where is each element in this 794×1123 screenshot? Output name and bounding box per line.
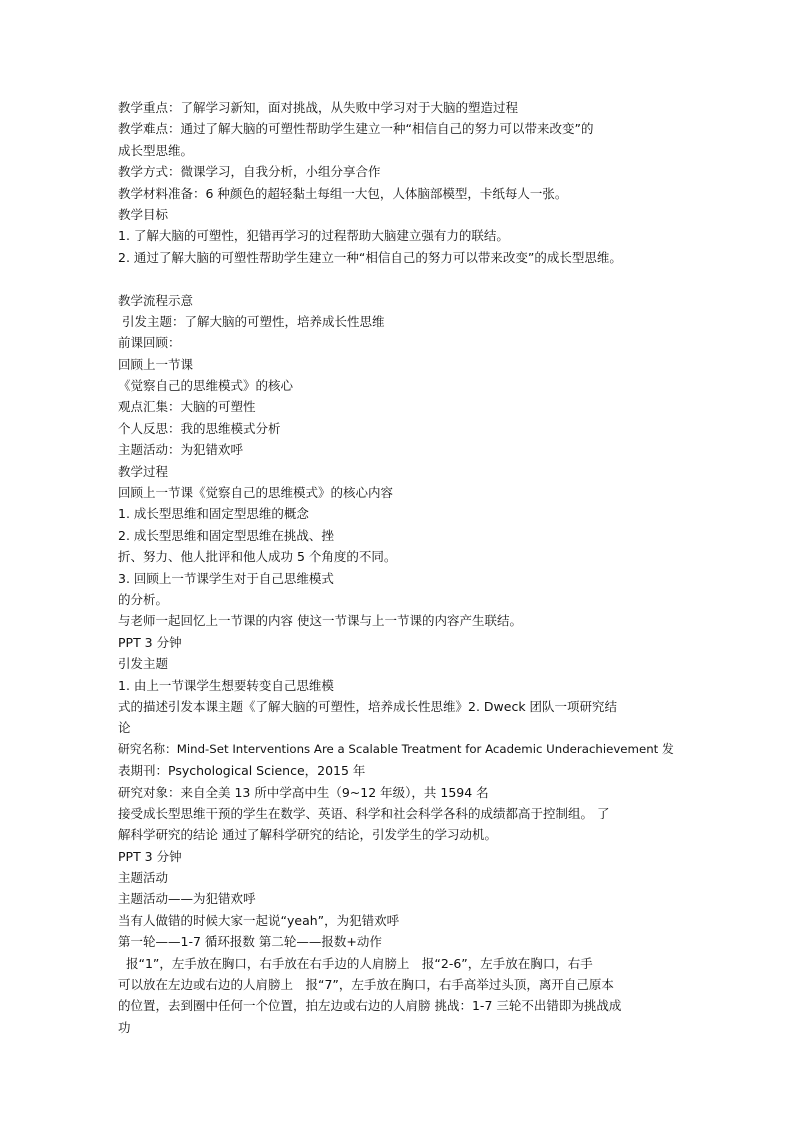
text-line: 的位置，去到圈中任何一个位置，拍左边或右边的人肩膀 挑战：1-7 三轮不出错即为挑战成 [118,998,622,1014]
text-line: 引发主题：了解大脑的可塑性，培养成长性思维 [122,313,385,329]
text-line: 教学重点：了解学习新知，面对挑战，从失败中学习对于大脑的塑造过程 [118,100,519,115]
text-line: 个人反思：我的思维模式分析 [118,420,281,436]
text-line: 表期刊：Psychological Science，2015 年 [118,763,366,779]
text-line: 式的描述引发本课主题《了解大脑的可塑性，培养成长性思维》2. Dweck 团队一项研究结 [118,698,618,714]
text-line: 回顾上一节课《觉察自己的思维模式》的核心内容 [118,485,394,501]
text-line: PPT 3 分钟 [118,848,182,864]
text-line: 报“1”，左手放在胸口，右手放在右手边的人肩膀上 报“2-6”，左手放在胸口，右手 [126,955,593,971]
text-line: 3. 回顾上一节课学生对于自己思维模式 [118,570,334,586]
text-line: 引发主题 [118,656,169,672]
text-line: 前课回顾： [118,335,181,351]
text-line: 1. 由上一节课学生想要转变自己思维模 [118,677,334,693]
text-line: 教学目标 [118,206,169,222]
text-line: 2. 成长型思维和固定型思维在挑战、挫 [118,527,334,543]
blank-line [118,268,680,289]
text-line: 教学难点：通过了解大脑的可塑性帮助学生建立一种“相信自己的努力可以带来改变”的 [118,121,594,137]
text-line: 观点汇集：大脑的可塑性 [118,399,256,415]
text-line: 的分析。 [118,591,169,607]
text-line: 第一轮——1-7 循环报数 第二轮——报数+动作 [118,934,382,950]
text-line: 研究名称：Mind-Set Interventions Are a Scalable Treatment for Academic Underachievement 发 [118,741,674,756]
text-line: 《觉察自己的思维模式》的核心 [118,378,294,394]
text-line: 2. 通过了解大脑的可塑性帮助学生建立一种“相信自己的努力可以带来改变”的成长型思维。 [118,249,622,265]
text-line: 成长型思维。 [118,142,194,158]
text-line: 折、努力、他人批评和他人成功 5 个角度的不同。 [118,549,397,565]
text-line: 研究对象：来自全美 13 所中学高中生（9~12 年级），共 1594 名 [118,784,489,800]
section-lesson-flow [118,290,680,1039]
text-line: 接受成长型思维干预的学生在数学、英语、科学和社会科学各科的成绩都高于控制组。 了 [118,805,610,821]
text-line: 教学材料准备：6 种颜色的超轻黏土每组一大包，人体脑部模型，卡纸每人一张。 [118,185,568,201]
text-line: 当有人做错的时候大家一起说“yeah”，为犯错欢呼 [118,912,400,928]
section-lesson-overview [118,97,680,268]
text-line: 论 [118,720,131,736]
text-line: 解科学研究的结论 通过了解科学研究的结论，引发学生的学习动机。 [118,827,497,843]
text-line: 教学过程 [118,463,169,479]
text-line: PPT 3 分钟 [118,634,182,650]
text-line: 1. 成长型思维和固定型思维的概念 [118,506,309,522]
text-line: 主题活动 [118,870,169,886]
text-line: 功 [118,1019,131,1035]
text-line: 与老师一起回忆上一节课的内容 使这一节课与上一节课的内容产生联结。 [118,613,522,629]
document-page [118,97,680,1038]
text-line: 主题活动——为犯错欢呼 [118,891,256,907]
text-line: 主题活动：为犯错欢呼 [118,442,244,458]
text-line: 教学方式：微课学习，自我分析，小组分享合作 [118,164,381,180]
text-line: 可以放在左边或右边的人肩膀上 报“7”，左手放在胸口，右手高举过头顶，离开自己原本 [118,977,614,993]
text-line: 回顾上一节课 [118,356,194,372]
text-line: 1. 了解大脑的可塑性，犯错再学习的过程帮助大脑建立强有力的联结。 [118,228,509,244]
text-line: 教学流程示意 [118,292,194,308]
